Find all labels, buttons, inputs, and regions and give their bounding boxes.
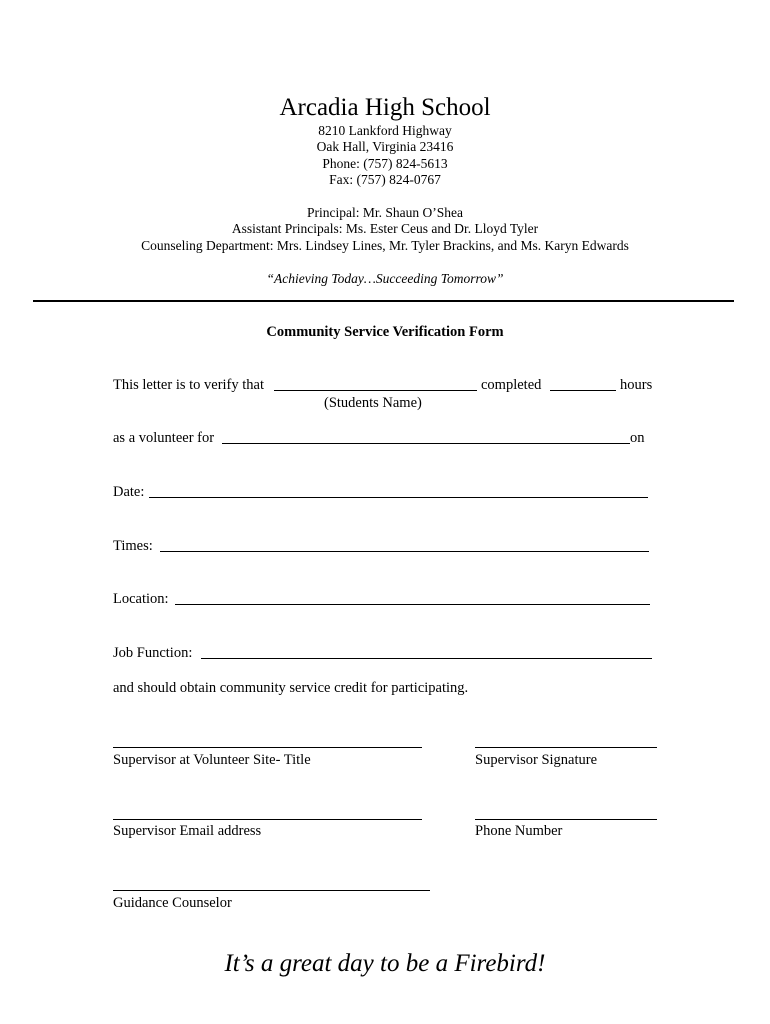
staff-block <box>0 205 770 254</box>
supervisor-signature-label: Supervisor Signature <box>475 752 598 768</box>
assistant-principals-line: Assistant Principals: Ms. Ester Ceus and Dr. Lloyd Tyler <box>231 221 539 237</box>
footer-slogan: It’s a great day to be a Firebird! <box>224 950 546 977</box>
volunteer-label: as a volunteer for <box>113 430 215 446</box>
address-line-2: Oak Hall, Virginia 23416 <box>316 139 454 155</box>
supervisor-signature-line[interactable] <box>475 747 657 748</box>
completed-label: completed <box>481 377 542 393</box>
address-line-1: 8210 Lankford Highway <box>318 123 452 138</box>
date-field[interactable] <box>149 497 648 498</box>
school-name: Arcadia High School <box>279 94 491 121</box>
school-motto: “Achieving Today…Succeeding Tomorrow” <box>266 271 504 286</box>
job-function-label: Job Function: <box>113 645 193 661</box>
phone-line: Phone: (757) 824-5613 <box>322 155 448 171</box>
supervisor-email-line[interactable] <box>113 819 422 820</box>
location-label: Location: <box>113 591 169 607</box>
verify-label: This letter is to verify that <box>113 377 265 393</box>
times-field[interactable] <box>160 551 649 552</box>
form-title: Community Service Verification Form <box>266 324 504 340</box>
guidance-counselor-line[interactable] <box>113 890 430 891</box>
fax-line: Fax: (757) 824-0767 <box>329 172 441 188</box>
times-label: Times: <box>113 538 153 554</box>
date-label: Date: <box>113 484 145 500</box>
supervisor-title-label: Supervisor at Volunteer Site- Title <box>113 752 311 768</box>
hours-field[interactable] <box>550 390 616 391</box>
guidance-counselor-label: Guidance Counselor <box>113 895 232 911</box>
school-address-block <box>0 123 770 189</box>
phone-number-line[interactable] <box>475 819 657 820</box>
hours-label: hours <box>620 377 653 393</box>
credit-statement: and should obtain community service credit for participating. <box>113 680 469 696</box>
organization-field[interactable] <box>222 443 630 444</box>
supervisor-title-line[interactable] <box>113 747 422 748</box>
supervisor-email-label: Supervisor Email address <box>113 823 262 839</box>
student-name-field[interactable] <box>274 390 477 391</box>
counseling-line: Counseling Department: Mrs. Lindsey Lines, Mr. Tyler Brackins, and Ms. Karyn Edwards <box>141 237 629 253</box>
phone-number-label: Phone Number <box>475 823 563 839</box>
location-field[interactable] <box>175 604 650 605</box>
on-label: on <box>630 430 645 446</box>
student-name-caption: (Students Name) <box>324 395 422 411</box>
principal-line: Principal: Mr. Shaun O’Shea <box>307 205 463 220</box>
job-function-field[interactable] <box>201 658 652 659</box>
header-divider <box>33 300 734 302</box>
